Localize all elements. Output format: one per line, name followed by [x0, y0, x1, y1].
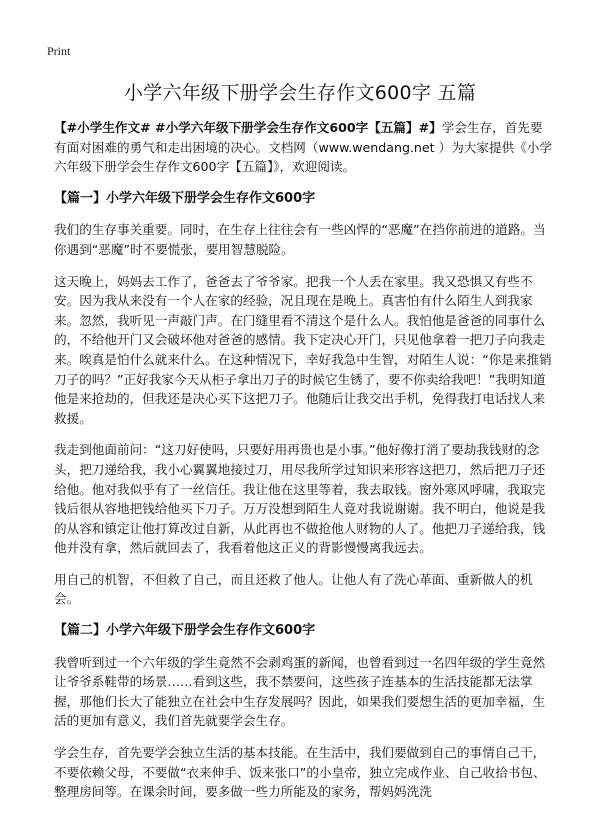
page-title: 小学六年级下册学会生存作文600字 五篇 [123, 82, 477, 104]
section-heading: 【篇一】小学六年级下册学会生存作文600字 [54, 190, 316, 206]
paragraph: 学会生存，首先要学会独立生活的基本技能。在生活中，我们要做到自己的事情自己干，不要依赖父母，不要做“衣来伸手、饭来张口”的小皇帝，独立完成作业、自己收拾书包、整理房间等。在课余时间，要多做一些力所能及的家务，帮妈妈洗洗 [54, 745, 546, 800]
paragraph: 我曾听到过一个六年级的学生竟然不会剥鸡蛋的新闻，也曾看到过一名四年级的学生竟然让爷爷系鞋带的场景……看到这些，我不禁要问，这些孩子连基本的生活技能都无法掌握，那他们长大了能独立在社会中生存发展吗？因此，如果我们要想生活的更加幸福，生活的更加有意义，我们首先就要学会生存。 [54, 654, 546, 729]
intro-text: 学会生存，首先要有面对困难的勇气和走出困境的决心。文档网（www.wendang.net ）为大家提供《小学六年级下册学会生存作文600字【五篇】》，欢迎阅读。 [54, 120, 552, 175]
intro-tag: 【#小学生作文# #小学六年级下册学会生存作文600字【五篇】#】 [54, 120, 442, 135]
paragraph: 这天晚上，妈妈去工作了，爸爸去了爷爷家。把我一个人丢在家里。我又恐惧又有些不安。因为我从来没有一个人在家的经验，况且现在是晚上。真害怕有什么陌生人到我家来。忽然，我听见一声敲门声。在门缝里看不清这个是什么人。我怕他是爸爸的同事什么的，不给他开门又会破坏他对爸爸的感情。我下定决心开门，只见他拿着一把刀子向我走来。唉真是怕什么就来什么。在这种情况下，幸好我急中生智，对陌生人说：“你是来推销刀子的吗？”正好我家今天从柜子拿出刀子的时候它生锈了，要不你卖给我吧！”我明知道他是来抢劫的，但我还是决心买下这把刀子。他随后让我交出手机，免得我打电话找人来救援。 [54, 273, 552, 426]
section-1 [54, 189, 554, 609]
paragraph: 我走到他面前问：“这刀好使吗，只要好用再贵也是小事。”他好像打消了要劫我钱财的念头，把刀递给我，我小心翼翼地接过刀，用尽我所学过知识来形容这把刀，然后把刀子还给他。他对我似乎有了一丝信任。我让他在这里等着，我去取钱。窗外寒风呼啸，我取完钱后很从容地把钱给他买下刀子。万万没想到陌生人竟对我说谢谢。我不明白，他说是我的从容和镇定让他打算改过自新，从此再也不做抢他人财物的人了。他把刀子递给我，钱他并没有拿，然后就回去了，我看着他这正义的背影慢慢离我远去。 [54, 442, 546, 556]
intro-paragraph [54, 118, 554, 177]
print-link[interactable]: Print [47, 44, 71, 58]
article-body [54, 118, 554, 814]
section-heading: 【篇二】小学六年级下册学会生存作文600字 [54, 623, 316, 639]
paragraph: 我们的生存事关重要。同时，在生存上往往会有一些凶悍的“恶魔”在挡你前进的道路。当你遇到“恶魔”时不要慌张，要用智慧脱险。 [54, 222, 546, 257]
paragraph: 用自己的机智，不但救了自己，而且还救了他人。让他人有了洗心革面、重新做人的机会。 [54, 571, 533, 607]
section-2 [54, 621, 554, 802]
